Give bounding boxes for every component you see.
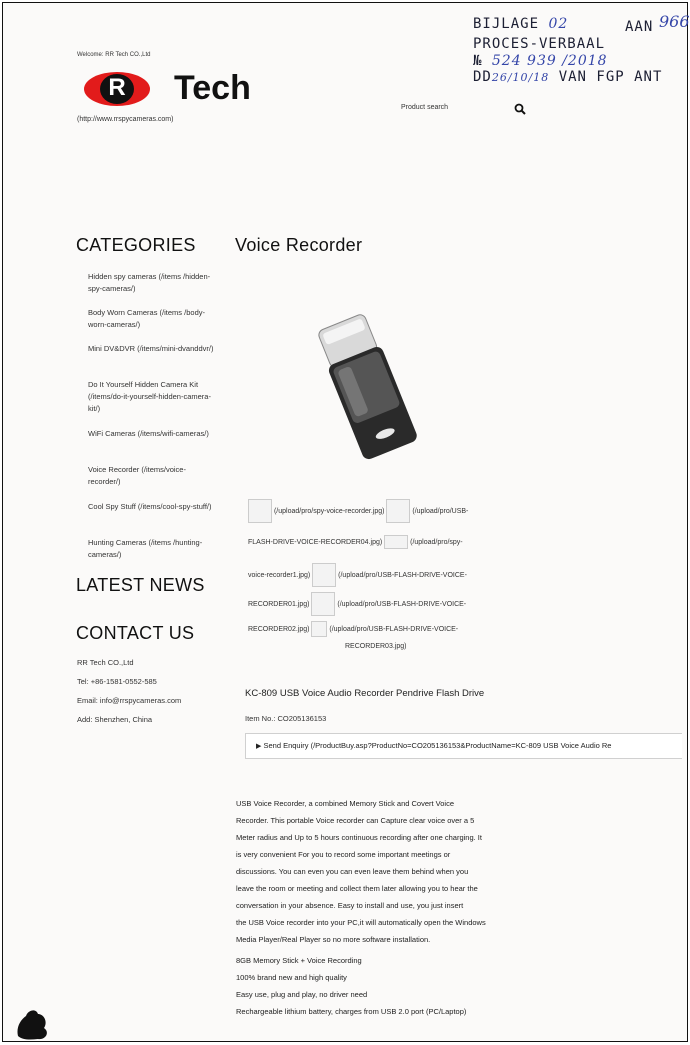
product-name: KC-809 USB Voice Audio Recorder Pendrive Flash Drive (245, 688, 485, 699)
logo-text: Tech (174, 69, 251, 107)
welcome-text: Welcome: RR Tech CO.,Ltd (77, 52, 151, 58)
product-search-label[interactable]: Product search (401, 104, 449, 111)
send-enquiry-button[interactable] (245, 733, 682, 759)
image-link[interactable]: (/upload/pro/USB-FLASH-DRIVE-VOICE- (329, 625, 459, 633)
contact-address: Add: Shenzhen, China (77, 715, 153, 724)
categories-title: CATEGORIES (76, 235, 196, 255)
stamp-van: VAN FGP ANT (558, 69, 663, 85)
category-link-mini-dv[interactable]: Mini DV&DVR (/items/mini-dvanddvr/) (88, 344, 214, 353)
usb-recorder-picture (310, 308, 430, 468)
image-link-row-2 (248, 535, 463, 549)
ink-smudge (14, 1006, 54, 1045)
feature-item: 8GB Memory Stick + Voice Recording (236, 956, 362, 965)
site-url[interactable]: (http://www.rrspycameras.com) (77, 116, 174, 123)
send-enquiry-label: Send Enquiry (/ProductBuy.asp?ProductNo=CO205136153&ProductName=KC-809 USB Voice Audio Re (263, 741, 612, 750)
ink-smudge-graphic (14, 1006, 54, 1040)
image-link[interactable]: (/upload/pro/spy-voice-recorder.jpg) (273, 507, 385, 515)
stamp-line2: PROCES-VERBAAL (473, 36, 606, 52)
feature-item: Easy use, plug and play, no driver need (236, 990, 368, 999)
stamp-bijlage: BIJLAGE (473, 16, 540, 32)
stamp-pv-number: 524 939 /2018 (491, 53, 608, 69)
image-link-row-5 (248, 621, 458, 637)
contact-company: RR Tech CO.,Ltd (77, 658, 134, 667)
feature-item: 100% brand new and high quality (236, 973, 347, 982)
description-line: Meter radius and Up to 5 hours continuous recording after one charging. It (236, 833, 482, 842)
image-link[interactable]: FLASH-DRIVE-VOICE-RECORDER04.jpg) (248, 538, 383, 546)
thumbnail-image[interactable] (312, 563, 336, 587)
latest-news-title[interactable]: LATEST NEWS (76, 575, 205, 595)
stamp-line4 (473, 69, 662, 85)
image-link[interactable]: (/upload/pro/spy- (410, 538, 463, 546)
stamp-aan-label: AAN (625, 19, 654, 35)
product-image[interactable] (310, 308, 430, 473)
description-line: the USB Voice recorder into your PC,it will automatically open the Windows (236, 918, 486, 927)
thumbnail-image[interactable] (311, 621, 327, 637)
stamp-aan (625, 19, 653, 35)
image-link-row-6[interactable]: RECORDER03.jpg) (345, 643, 407, 650)
category-link-hidden-spy[interactable]: Hidden spy cameras (/items /hidden-spy-cameras/) (88, 272, 211, 293)
image-link[interactable]: (/upload/pro/USB-FLASH-DRIVE-VOICE- (337, 600, 467, 608)
thumbnail-image[interactable] (384, 535, 408, 549)
logo-letter: R (108, 74, 126, 101)
stamp-bijlage-number: 02 (548, 16, 569, 32)
logo[interactable] (84, 70, 150, 108)
image-link[interactable]: RECORDER02.jpg) (248, 625, 310, 633)
page-title: Voice Recorder (235, 235, 363, 255)
thumbnail-image[interactable] (248, 499, 272, 523)
description-line: conversation in your absence. Easy to install and use, you just insert (236, 901, 464, 910)
description-line: Recorder. This portable Voice recorder can Capture clear voice over a 5 (236, 816, 475, 825)
category-link-wifi[interactable]: WiFi Cameras (/items/wifi-cameras/) (88, 429, 209, 438)
feature-item: Rechargeable lithium battery, charges from USB 2.0 port (PC/Laptop) (236, 1007, 467, 1016)
category-link-diy-kit[interactable]: Do It Yourself Hidden Camera Kit (/items/do-it-yourself-hidden-camera-kit/) (88, 380, 211, 413)
search-icon-graphic (514, 103, 526, 115)
stamp-date: 26/10/18 (491, 71, 550, 84)
contact-tel: Tel: +86-1581-0552-585 (77, 677, 157, 686)
feature-list (236, 952, 546, 1020)
thumbnail-image[interactable] (311, 592, 335, 616)
stamp-number-prefix: № (473, 53, 483, 69)
product-description (236, 795, 546, 948)
description-line: USB Voice Recorder, a combined Memory Stick and Covert Voice (236, 799, 455, 808)
image-link[interactable]: voice-recorder1.jpg) (248, 571, 311, 579)
thumbnail-image[interactable] (386, 499, 410, 523)
contact-us-title[interactable]: CONTACT US (76, 623, 195, 643)
description-line: Media Player/Real Player so no more software installation. (236, 935, 431, 944)
description-line: leave the room or meeting and collect them later allowing you to hear the (236, 884, 478, 893)
image-link-row-3 (248, 563, 467, 587)
category-link-cool-spy[interactable]: Cool Spy Stuff (/items/cool-spy-stuff/) (88, 502, 212, 511)
contact-email[interactable]: Email: info@rrspycameras.com (77, 696, 182, 705)
search-icon[interactable] (514, 102, 526, 120)
caret-right-icon: ▶ (256, 743, 262, 750)
image-link-row-1 (248, 499, 468, 523)
image-link[interactable]: RECORDER01.jpg) (248, 600, 310, 608)
description-line: is very convenient For you to record some important meetings or (236, 850, 451, 859)
item-number: Item No.: CO205136153 (245, 714, 327, 723)
category-link-voice-recorder[interactable]: Voice Recorder (/items/voice-recorder/) (88, 465, 186, 486)
category-link-body-worn[interactable]: Body Worn Cameras (/items /body-worn-cameras/) (88, 308, 205, 329)
stamp-line1 (473, 16, 568, 32)
image-link-row-4 (248, 592, 466, 616)
category-link-hunting[interactable]: Hunting Cameras (/items /hunting-cameras/) (88, 538, 203, 559)
stamp-dd: DD (473, 69, 492, 85)
stamp-aan-number: 966 (659, 12, 690, 31)
image-link[interactable]: (/upload/pro/USB-FLASH-DRIVE-VOICE- (338, 571, 467, 579)
image-link[interactable]: (/upload/pro/USB- (412, 507, 469, 515)
stamp-line3 (473, 53, 608, 69)
description-line: discussions. You can even you can even leave them behind when you (236, 867, 469, 876)
